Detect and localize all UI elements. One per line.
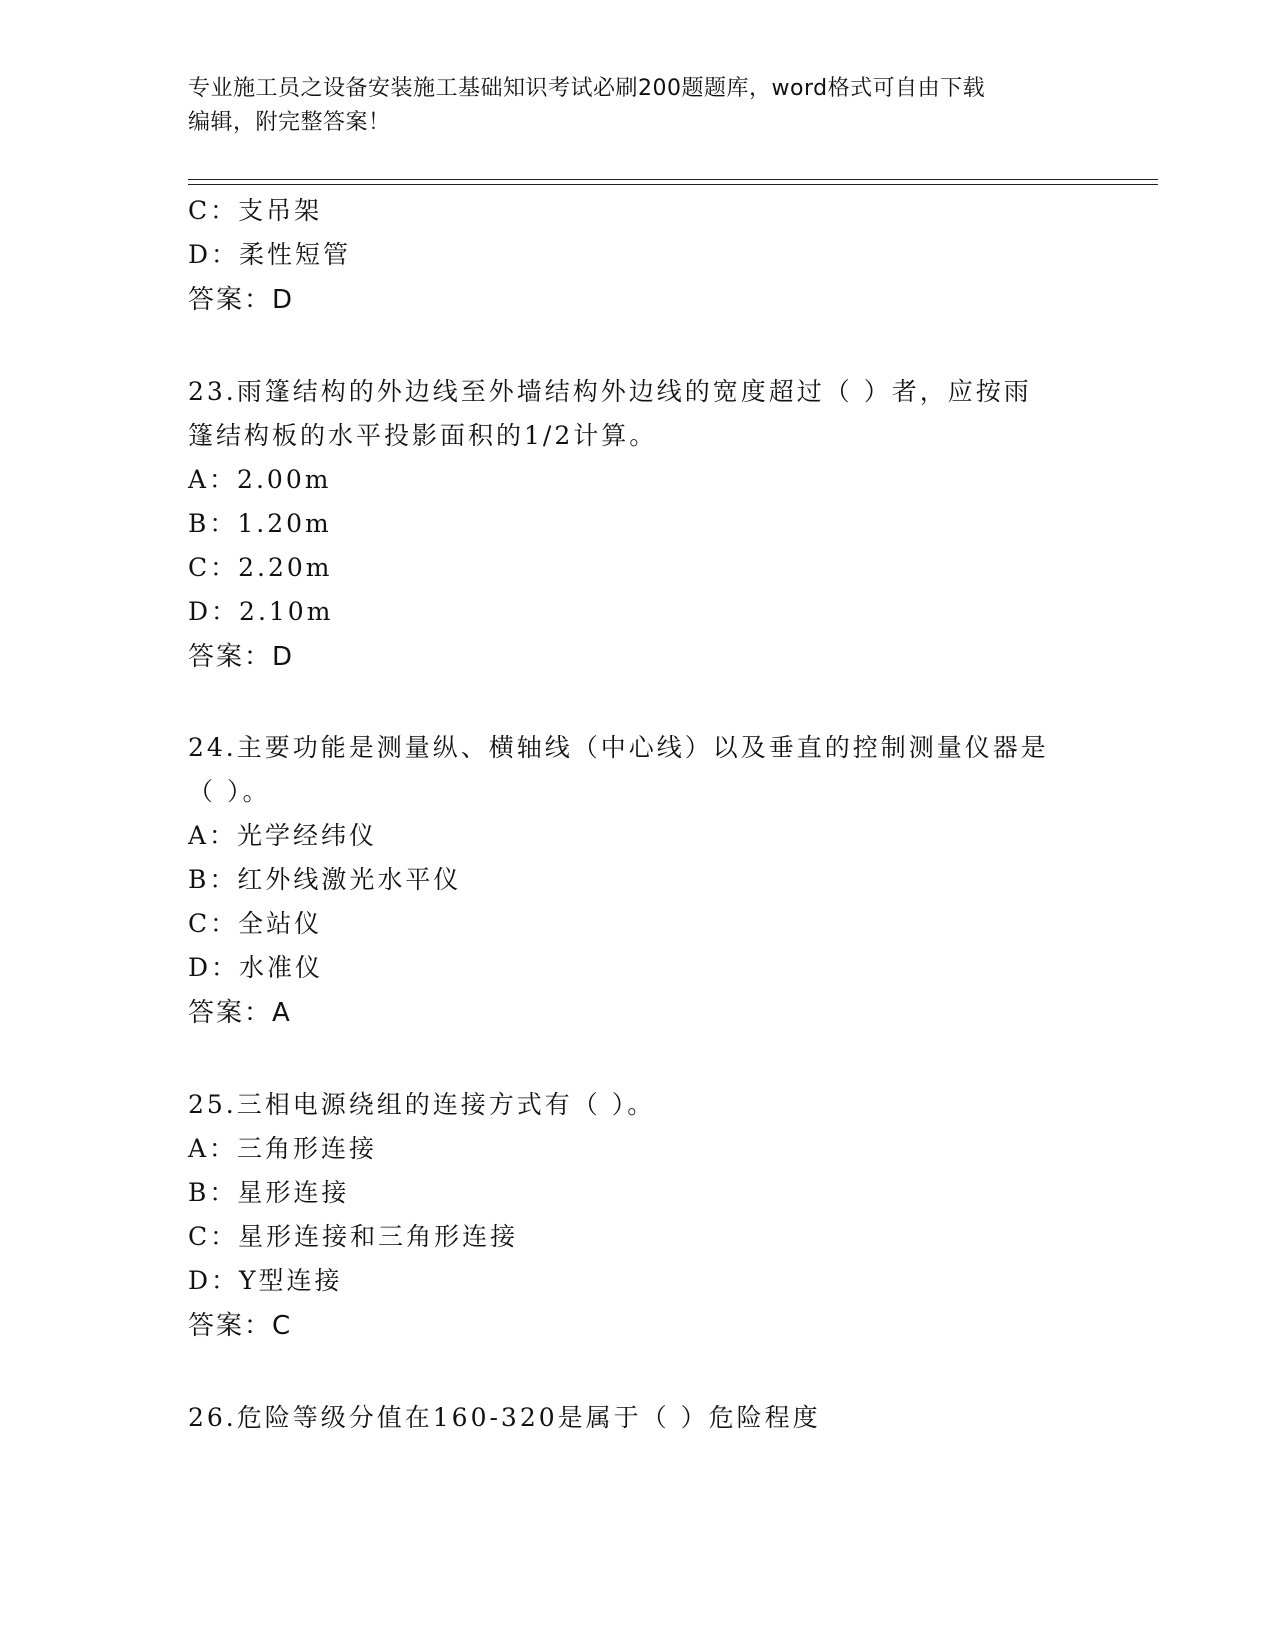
q25-answer: 答案：C: [188, 1311, 293, 1341]
q23-stem-line-1: 23.雨篷结构的外边线至外墙结构外边线的宽度超过（ ）者，应按雨: [188, 377, 1032, 406]
document-header: [188, 72, 1088, 140]
q25-option-d: D：Y型连接: [188, 1266, 343, 1295]
q25-option-b: B：星形连接: [188, 1178, 350, 1207]
q24-option-b: B：红外线激光水平仪: [188, 865, 462, 894]
q23-answer: 答案：D: [188, 642, 295, 672]
prev-option-c: C：支吊架: [188, 196, 323, 225]
q24-stem-line-1: 24.主要功能是测量纵、横轴线（中心线）以及垂直的控制测量仪器是: [188, 733, 1049, 762]
q25-stem-line-1: 25.三相电源绕组的连接方式有（ ）。: [188, 1090, 656, 1119]
q23-option-d: D：2.10m: [188, 597, 334, 626]
q23-stem-line-2: 篷结构板的水平投影面积的1/2计算。: [188, 421, 658, 450]
q24-answer: 答案：A: [188, 998, 292, 1028]
q24-option-a: A：光学经纬仪: [188, 821, 378, 850]
prev-option-d: D：柔性短管: [188, 240, 352, 269]
header-divider-top: [188, 179, 1158, 180]
q24-option-d: D：水准仪: [188, 953, 324, 982]
q25-option-a: A：三角形连接: [188, 1134, 378, 1163]
q23-option-b: B：1.20m: [188, 509, 332, 538]
header-title-line-2: 编辑，附完整答案！: [188, 110, 391, 135]
q23-option-c: C：2.20m: [188, 553, 333, 582]
q25-option-c: C：星形连接和三角形连接: [188, 1222, 519, 1251]
q23-option-a: A：2.00m: [188, 465, 332, 494]
q26-stem-line-1: 26.危险等级分值在160-320是属于（ ）危险程度: [188, 1403, 821, 1432]
q24-option-c: C：全站仪: [188, 909, 323, 938]
header-divider-bottom: [188, 184, 1158, 185]
prev-answer: 答案：D: [188, 285, 295, 315]
header-title-line-1: 专业施工员之设备安装施工基础知识考试必刷200题题库，word格式可自由下载: [188, 76, 986, 101]
q24-stem-line-2: （ ）。: [188, 777, 271, 806]
